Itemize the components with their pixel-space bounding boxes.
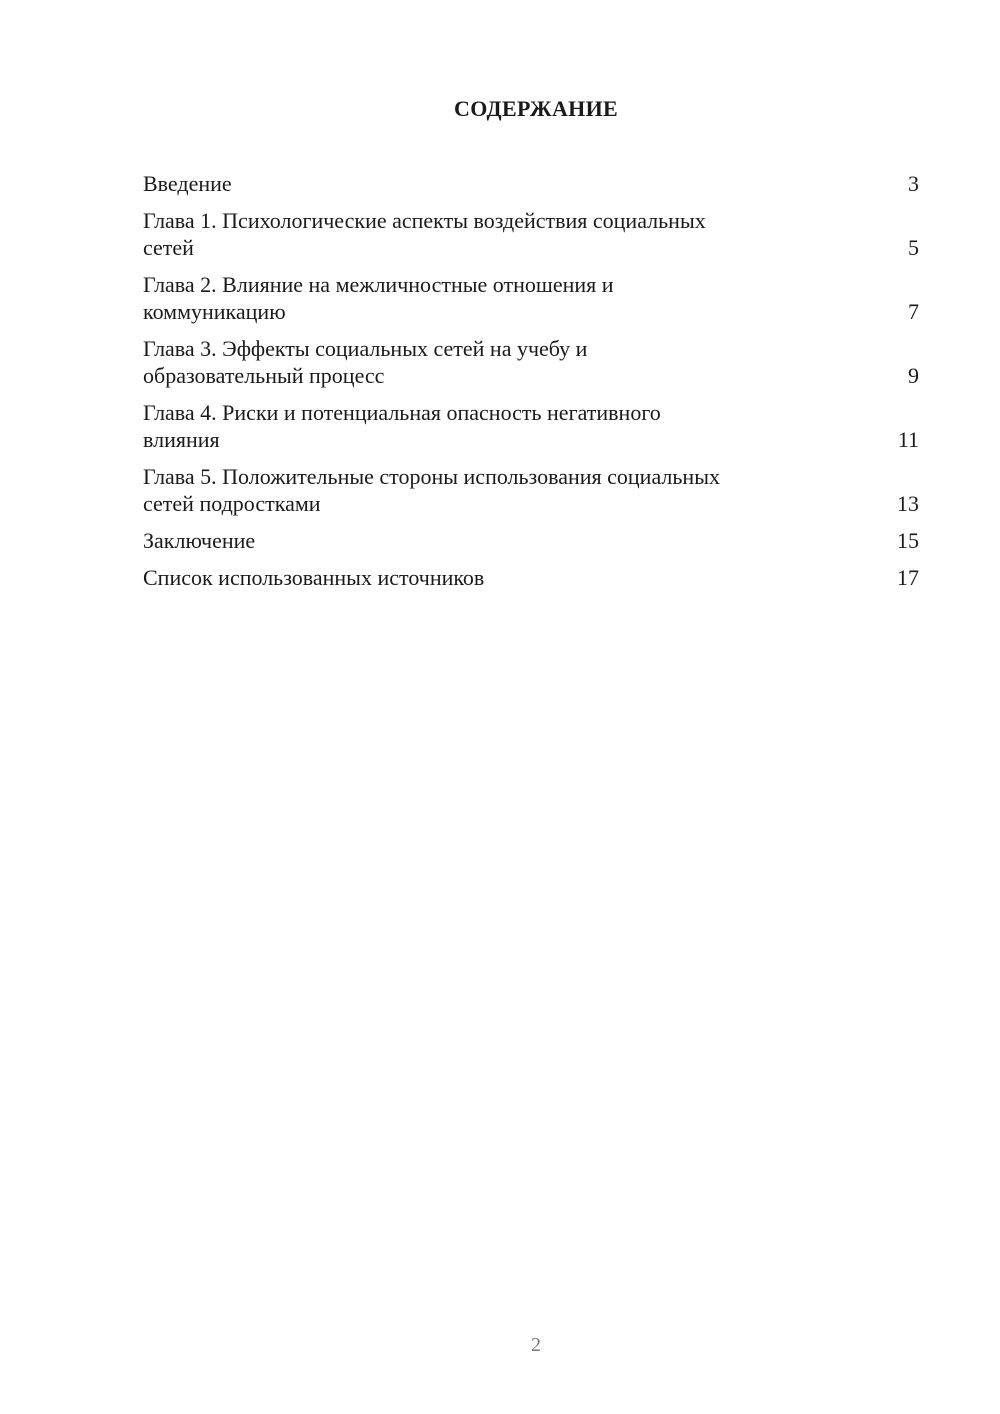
toc-entry-title: Глава 5. Положительные стороны использования социальных сетей подростками	[143, 464, 720, 516]
toc-entry-chapter-3	[143, 335, 919, 389]
toc-heading: СОДЕРЖАНИЕ	[454, 96, 618, 121]
toc-entry-page: 3	[908, 171, 919, 196]
toc-entry-page: 5	[908, 235, 919, 260]
toc-entry-title: Заключение	[143, 528, 256, 553]
toc-entry-title: Введение	[143, 171, 232, 196]
toc-entry-title: Список использованных источников	[143, 565, 485, 590]
table-of-contents	[143, 170, 919, 601]
toc-entry-chapter-1	[143, 207, 919, 261]
toc-entry-conclusion	[143, 527, 919, 554]
toc-entry-title: Глава 4. Риски и потенциальная опасность негативного влияния	[143, 400, 661, 452]
toc-entry-page: 9	[908, 363, 919, 388]
toc-entry-title: Глава 1. Психологические аспекты воздействия социальных сетей	[143, 208, 706, 260]
toc-entry-page: 7	[908, 299, 919, 324]
toc-entry-references	[143, 564, 919, 591]
page-number: 2	[531, 1334, 541, 1356]
toc-entry-chapter-2	[143, 271, 919, 325]
toc-entry-chapter-4	[143, 399, 919, 453]
toc-entry-page: 11	[897, 427, 919, 452]
toc-entry-title: Глава 2. Влияние на межличностные отношения и коммуникацию	[143, 272, 614, 324]
toc-entry-page: 17	[897, 565, 919, 590]
toc-entry-introduction	[143, 170, 919, 197]
toc-entry-page: 15	[897, 528, 919, 553]
toc-entry-title: Глава 3. Эффекты социальных сетей на учебу и образовательный процесс	[143, 336, 588, 388]
toc-entry-page: 13	[897, 491, 919, 516]
toc-entry-chapter-5	[143, 463, 919, 517]
